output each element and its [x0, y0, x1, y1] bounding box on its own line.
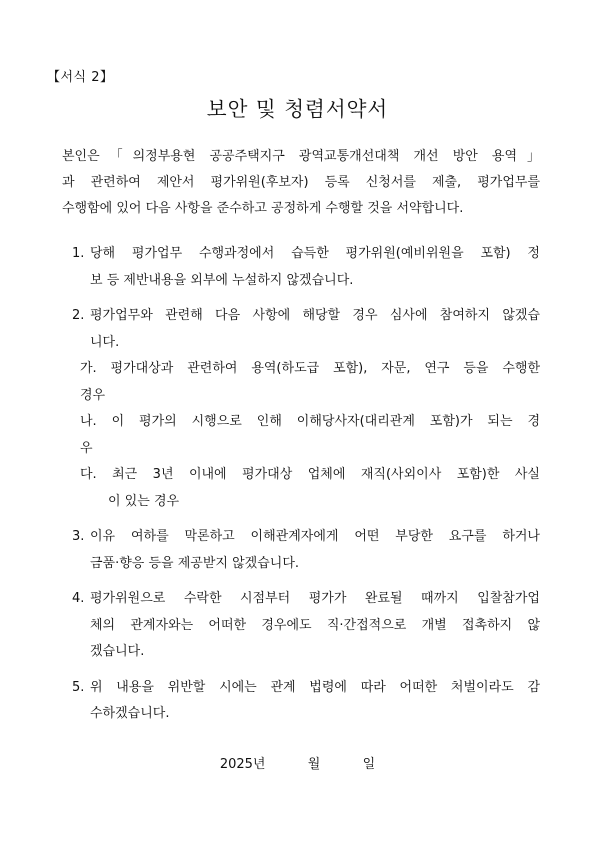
pledge-item [72, 303, 540, 515]
sub-item [80, 409, 540, 462]
intro-line: 본인은「의정부용현 공공주택지구 광역교통개선대책 개선 방안 용역」 [62, 149, 540, 164]
pledge-item [72, 524, 540, 577]
item-line: 체의 관계자와는 어떠한 경우에도 직·간접적으로 개별 접촉하지 않 [90, 617, 540, 633]
intro-paragraph [62, 144, 540, 222]
item-line: 금품·향응 등을 제공받지 않겠습니다. [90, 555, 300, 571]
item-line: 보 등 제반내용을 외부에 누설하지 않겠습니다. [90, 272, 354, 288]
form-label: 【서식 2】 [47, 70, 114, 85]
item-line: 니다. [90, 334, 120, 350]
pledge-item [72, 241, 540, 294]
sub-item-line: 우 [80, 440, 93, 456]
item-line: 평가업무와 관련해 다음 사항에 해당할 경우 심사에 참여하지 않겠습 [90, 308, 540, 323]
date-line [0, 753, 595, 772]
pledge-item [72, 586, 540, 666]
intro-line: 과 관련하여 제안서 평가위원(후보자) 등록 신청서를 제출, 평가업무를 [62, 175, 540, 190]
item-line: 당해 평가업무 수행과정에서 습득한 평가위원(예비위원을 포함) 정 [90, 246, 540, 261]
sub-item-line: 다. 최근 3년 이내에 평가대상 업체에 재직(사외이사 포함)한 사실 [80, 467, 540, 482]
sub-item-line: 나. 이 평가의 시행으로 인해 이해당사자(대리관계 포함)가 되는 경 [80, 414, 540, 429]
item-number: 1. [72, 246, 85, 261]
item-line: 평가위원으로 수락한 시점부터 평가가 완료될 때까지 입찰참가업 [90, 591, 540, 606]
sub-item [80, 356, 540, 409]
item-line: 이유 여하를 막론하고 이해관계자에게 어떤 부당한 요구를 하거나 [90, 529, 540, 544]
item-number: 4. [72, 591, 85, 606]
sub-item-line: 가. 평가대상과 관련하여 용역(하도급 포함), 자문, 연구 등을 수행한 [80, 361, 540, 376]
item-line: 겠습니다. [90, 644, 145, 659]
item-number: 3. [72, 529, 85, 544]
item-number: 5. [72, 679, 85, 695]
sub-item [80, 462, 540, 515]
date-day: 일 [362, 757, 376, 772]
item-number: 2. [72, 308, 85, 323]
item-line: 위 내용을 위반할 시에는 관계 법령에 따라 어떠한 처벌이라도 감 [90, 679, 540, 695]
sub-item-line: 경우 [80, 387, 106, 403]
item-line: 수하겠습니다. [90, 706, 170, 721]
pledge-item [72, 675, 540, 728]
pledge-list [72, 241, 540, 737]
sub-item-line: 이 있는 경우 [108, 493, 180, 509]
intro-line: 수행함에 있어 다음 사항을 준수하고 공정하게 수행할 것을 서약합니다. [62, 201, 464, 216]
page-title: 보안 및 청렴서약서 [206, 97, 389, 121]
date-year: 2025년 [219, 757, 266, 772]
date-month: 월 [307, 757, 321, 772]
